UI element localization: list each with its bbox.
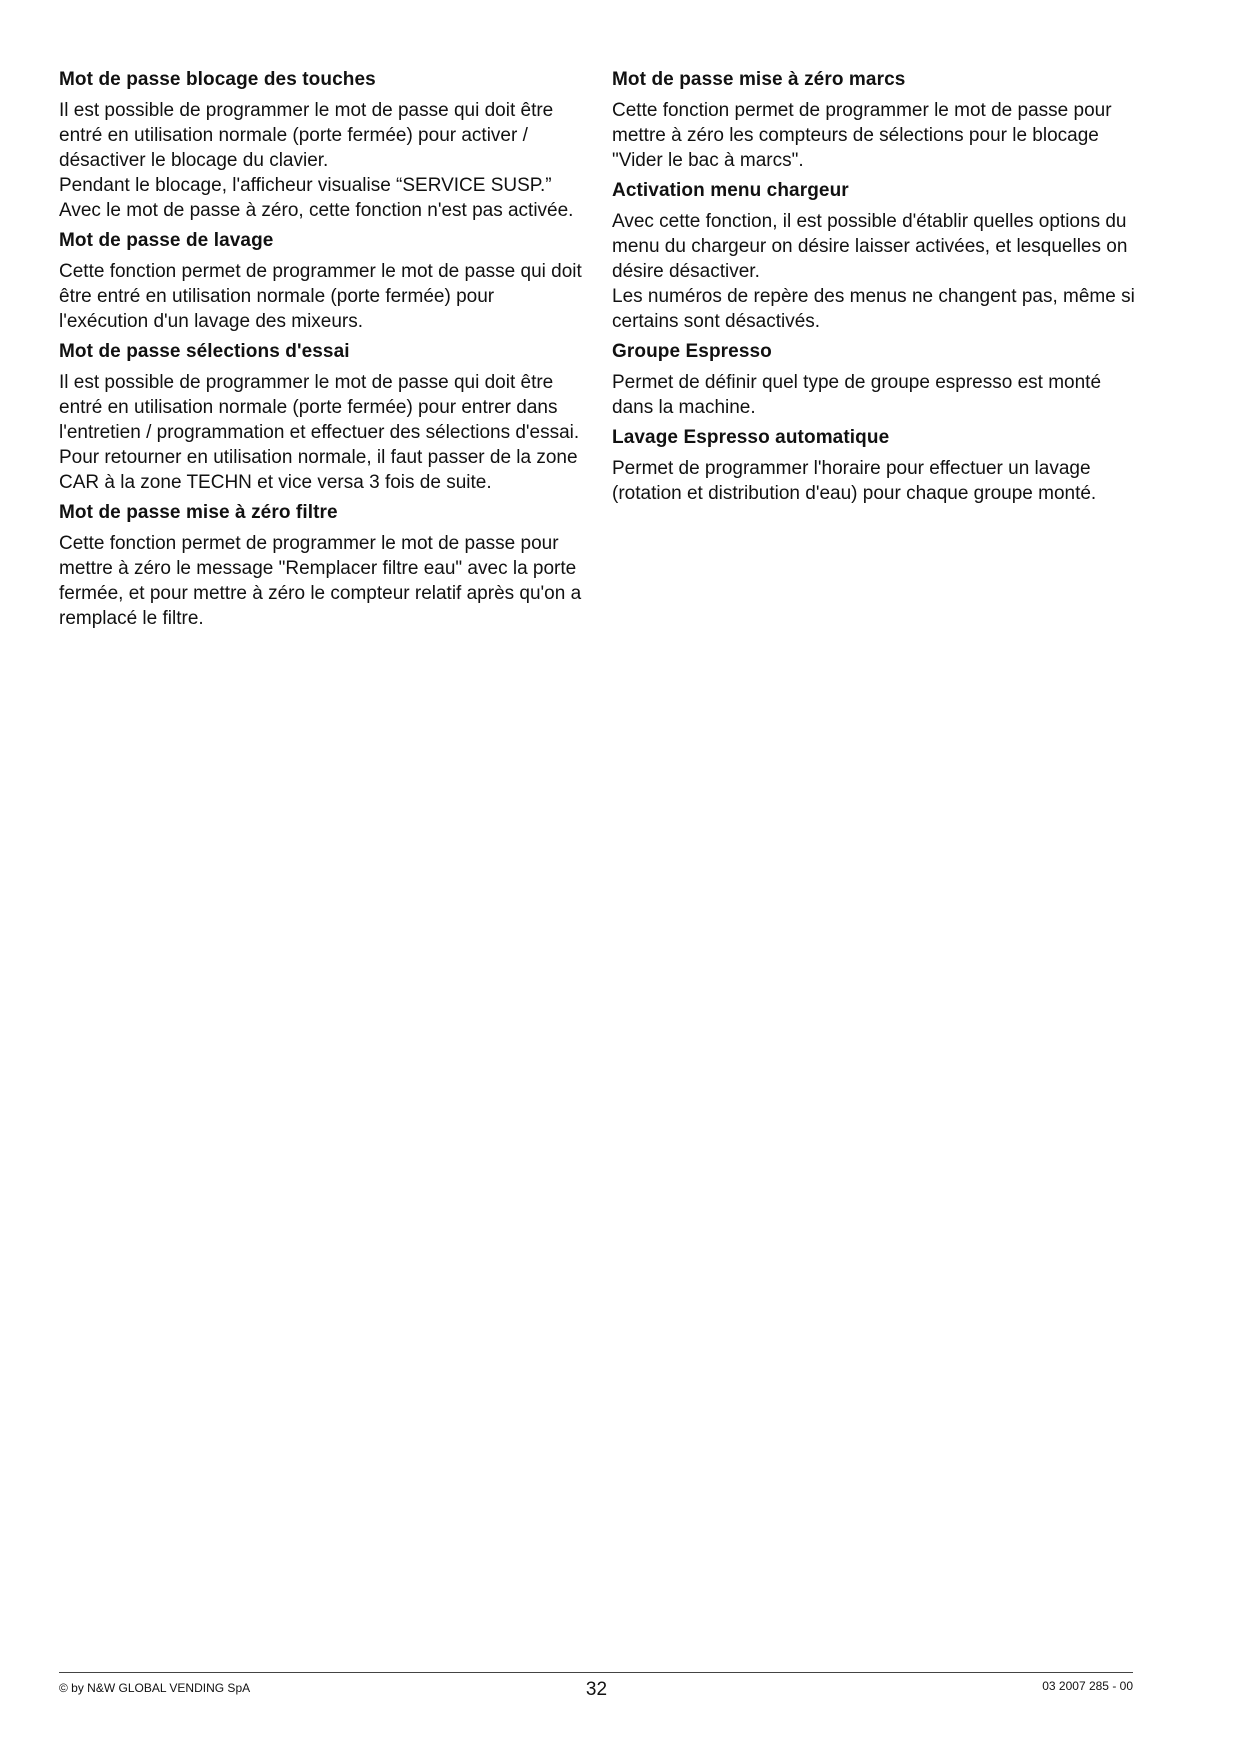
footer-divider (59, 1672, 1133, 1673)
section-password-filter-reset (59, 501, 585, 631)
paragraph: Les numéros de repère des menus ne changent pas, même si certains sont désactivés. (612, 286, 1135, 332)
paragraph: Cette fonction permet de programmer le mot de passe qui doit être entré en utilisation normale (porte fermée) pour l'exécution d'un lavage des mixeurs. (59, 261, 582, 332)
section-heading: Mot de passe de lavage (59, 230, 274, 251)
left-column (59, 68, 585, 637)
paragraph: Permet de programmer l'horaire pour effectuer un lavage (rotation et distribution d'eau) pour chaque groupe monté. (612, 458, 1097, 504)
section-heading: Mot de passe mise à zéro filtre (59, 502, 338, 523)
paragraph: Il est possible de programmer le mot de passe qui doit être entré en utilisation normale (porte fermée) pour entrer dans l'entretien / programmation et effectuer des sélections d'essai. (59, 372, 580, 443)
paragraph: Pour retourner en utilisation normale, il faut passer de la zone CAR à la zone TECHN et vice versa 3 fois de suite. (59, 447, 578, 493)
section-heading: Mot de passe sélections d'essai (59, 341, 350, 362)
section-loader-menu-activation (612, 179, 1142, 334)
section-espresso-group (612, 340, 1142, 420)
section-password-test-selections (59, 340, 585, 495)
section-password-grounds-reset (612, 68, 1142, 173)
paragraph: Avec le mot de passe à zéro, cette fonction n'est pas activée. (59, 200, 574, 221)
section-password-washing (59, 229, 585, 334)
paragraph: Permet de définir quel type de groupe espresso est monté dans la machine. (612, 372, 1102, 418)
paragraph: Il est possible de programmer le mot de passe qui doit être entré en utilisation normale (porte fermée) pour activer / désactiver le blocage du clavier. (59, 100, 554, 171)
section-heading: Activation menu chargeur (612, 180, 849, 201)
section-heading: Mot de passe mise à zéro marcs (612, 69, 906, 90)
page-number: 32 (585, 1679, 608, 1700)
section-heading: Mot de passe blocage des touches (59, 69, 376, 90)
section-auto-espresso-washing (612, 426, 1142, 506)
right-column (612, 68, 1142, 512)
section-heading: Lavage Espresso automatique (612, 427, 890, 448)
document-code: 03 2007 285 - 00 (1042, 1679, 1133, 1693)
section-password-key-lock (59, 68, 585, 223)
footer-copyright: © by N&W GLOBAL VENDING SpA (59, 1681, 251, 1695)
paragraph: Avec cette fonction, il est possible d'établir quelles options du menu du chargeur on désire laisser activées, et lesquelles on désire désactiver. (612, 211, 1128, 282)
paragraph: Pendant le blocage, l'afficheur visualise “SERVICE SUSP.” (59, 175, 552, 196)
section-heading: Groupe Espresso (612, 341, 772, 362)
paragraph: Cette fonction permet de programmer le mot de passe pour mettre à zéro le message "Remplacer filtre eau" avec la porte fermée, et pour mettre à zéro le compteur relatif après qu'on a remplacé le filtre. (59, 533, 582, 629)
paragraph: Cette fonction permet de programmer le mot de passe pour mettre à zéro les compteurs de sélections pour le blocage "Vider le bac à marcs". (612, 100, 1112, 171)
